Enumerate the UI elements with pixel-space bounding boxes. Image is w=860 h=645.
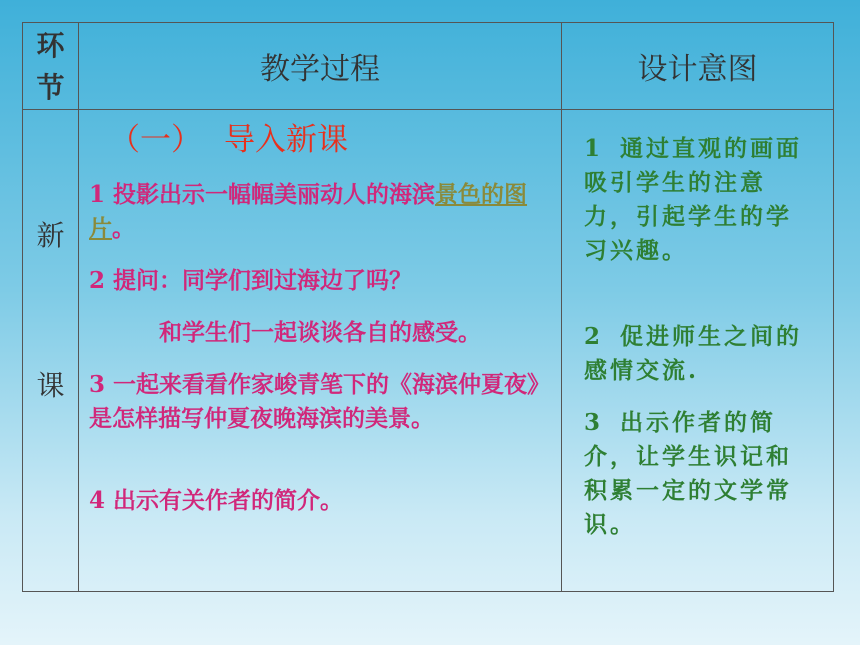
design-intent-2 (584, 320, 812, 388)
step1-text: 1 投影出示一幅幅美丽动人的海滨 (89, 181, 436, 208)
table-header-row (23, 23, 834, 110)
design-cell (562, 110, 834, 592)
design-intent-1 (584, 132, 812, 268)
section-title (109, 114, 348, 159)
header-stage-line2: 节 (36, 71, 65, 104)
intent2-text: 促进师生之间的感情交流. (584, 323, 802, 384)
process-step-4: 4 出示有关作者的简介。 (89, 487, 344, 514)
stage-char-2: 课 (36, 369, 65, 402)
process-step-3: 3 一起来看看作家峻青笔下的《海滨仲夏夜》是怎样描写仲夏夜晚海滨的美景。 (89, 371, 539, 432)
stage-cell (23, 110, 79, 592)
intent3-text: 出示作者的简介，让学生识记和积累一定的文学常识。 (584, 409, 792, 538)
table-body-row (23, 110, 834, 592)
process-step-2-continued: 和学生们一起谈谈各自的感受。 (159, 319, 481, 346)
intent3-number: 3 (584, 409, 604, 436)
lesson-plan-table (22, 22, 834, 592)
step1-link[interactable]: 景色的图片 (89, 181, 528, 242)
intent2-number: 2 (584, 323, 604, 350)
header-design: 设计意图 (562, 23, 834, 110)
process-step-1 (89, 178, 549, 246)
intent1-number: 1 (584, 135, 604, 162)
section-title-text: 导入新课 (224, 122, 348, 158)
header-stage-line1: 环 (36, 29, 65, 62)
design-intent-3 (584, 406, 812, 542)
header-stage (23, 23, 79, 110)
process-step-2: 2 提问：同学们到过海边了吗？ (89, 267, 413, 294)
stage-char-1: 新 (36, 219, 65, 252)
section-number: （一） (109, 122, 202, 158)
step1-end: 。 (112, 215, 135, 242)
header-process: 教学过程 (79, 23, 562, 110)
intent1-text: 通过直观的画面吸引学生的注意力，引起学生的学习兴趣。 (584, 135, 802, 264)
process-cell (79, 110, 562, 592)
